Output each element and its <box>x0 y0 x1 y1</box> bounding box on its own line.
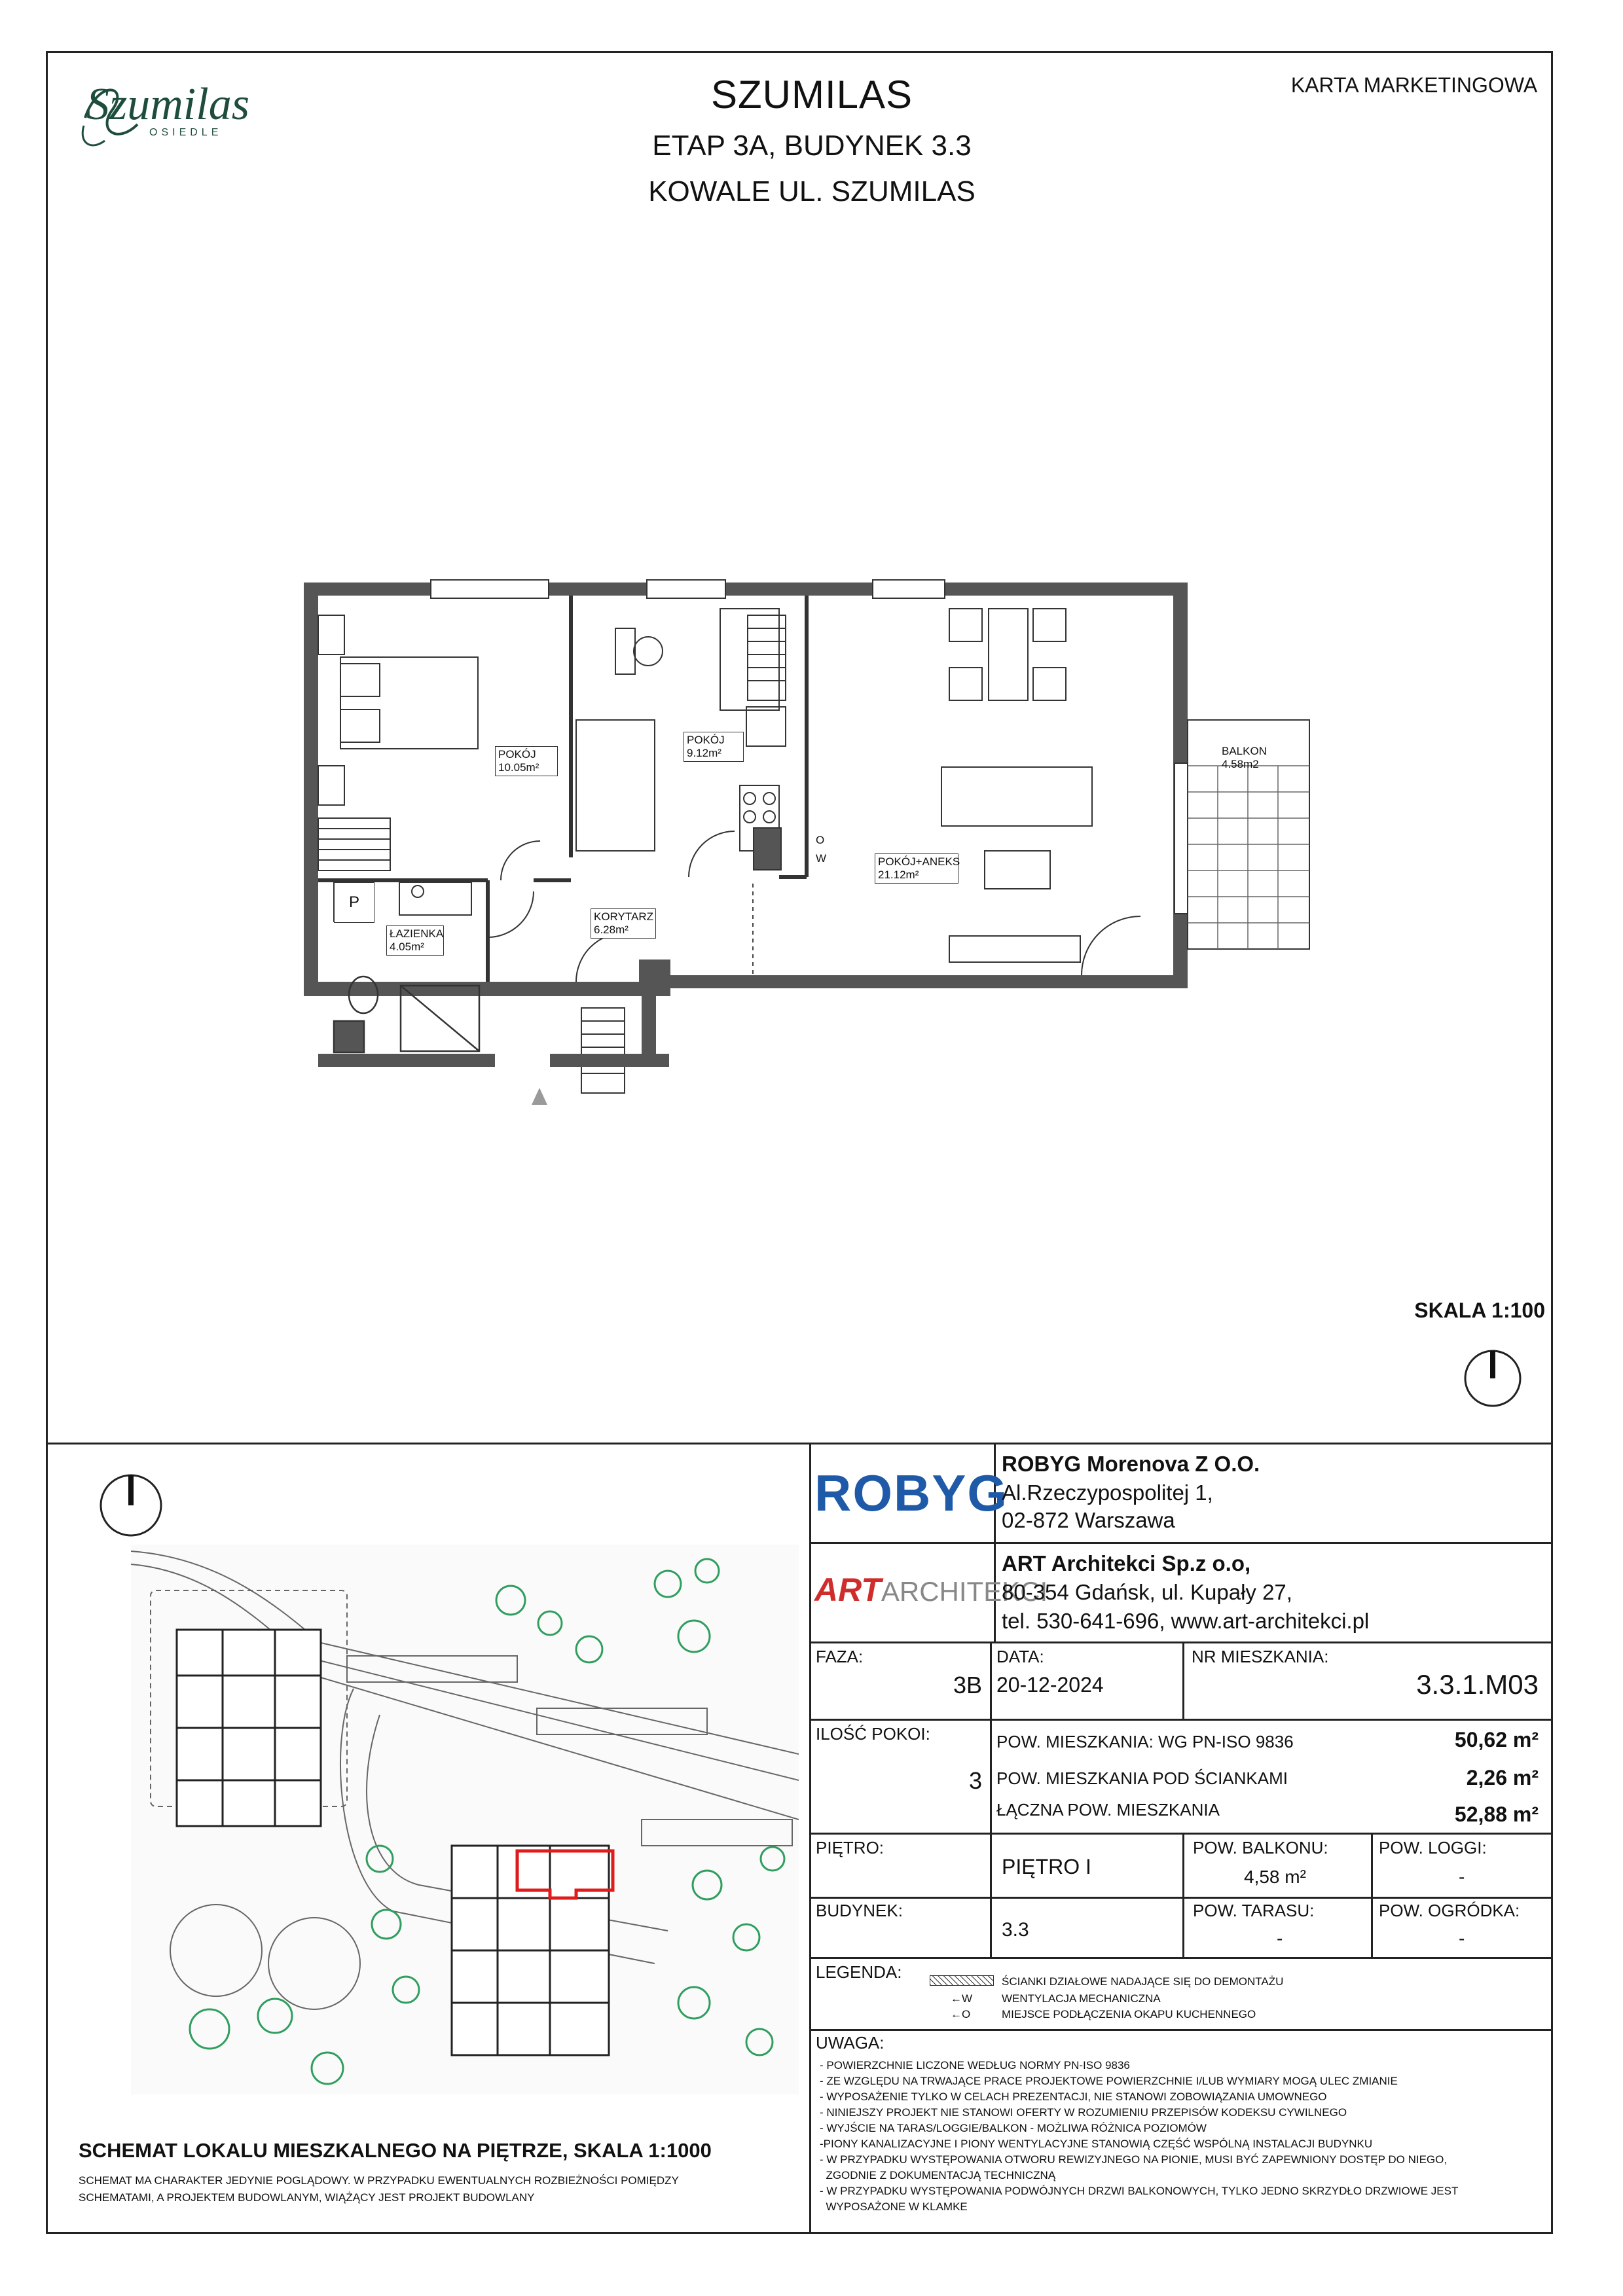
pow-2-label: POW. MIESZKANIA POD ŚCIANKAMI <box>996 1768 1288 1788</box>
lower-walls <box>318 996 669 1067</box>
room-label-pokoj-2: POKÓJ 9.12m² <box>684 732 744 762</box>
logo-sub: OSIEDLE <box>149 127 223 138</box>
site-disclaimer-1: SCHEMAT MA CHARAKTER JEDYNIE POGLĄDOWY. W PRZYPADKU EWENTUALNYCH ROZBIEŻNOŚCI POMIĘDZY <box>79 2174 679 2187</box>
loggia-label: POW. LOGGI: <box>1379 1838 1487 1857</box>
ogrodek-value: - <box>1459 1928 1465 1948</box>
legend-title: LEGENDA: <box>816 1962 902 1982</box>
balkon-value: 4,58 m² <box>1244 1867 1306 1887</box>
card-type: KARTA MARKETINGOWA <box>1290 73 1538 97</box>
loggia-value: - <box>1459 1867 1465 1887</box>
note-item: - ZE WZGLĘDU NA TRWAJĄCE PRACE PROJEKTOWE POWIERZCHNIE I/LUB WYMIARY MOGĄ ULEC ZMIANIE <box>820 2075 1398 2087</box>
room-label-balkon: BALKON 4.58m2 <box>1222 745 1267 770</box>
bottom-vertical-divider <box>809 1443 811 2234</box>
pokoje-value: 3 <box>968 1767 982 1794</box>
room-label-lazienka: ŁAZIENKA 4.05m² <box>386 925 444 956</box>
nr-value: 3.3.1.M03 <box>1416 1669 1539 1700</box>
budynek-value: 3.3 <box>1002 1919 1029 1941</box>
room-label-pokoj-1: POKÓJ 10.05m² <box>495 746 558 776</box>
developer-address-1: Al.Rzeczypospolitej 1, <box>1002 1480 1213 1505</box>
legend-item-2: WENTYLACJA MECHANICZNA <box>1002 1992 1161 2005</box>
pow-3-value: 52,88 m² <box>1454 1803 1539 1826</box>
faza-value: 3B <box>953 1672 982 1698</box>
architect-name: ART Architekci Sp.z o.o, <box>1002 1551 1251 1575</box>
architect-address: 80-354 Gdańsk, ul. Kupały 27, <box>1002 1580 1292 1604</box>
pow-1-value: 50,62 m² <box>1454 1728 1539 1751</box>
legend-hatch-icon <box>930 1975 994 1986</box>
site-plan-title: SCHEMAT LOKALU MIESZKALNEGO NA PIĘTRZE, SKALA 1:1000 <box>79 2139 712 2162</box>
row-rule-5 <box>809 1897 1553 1899</box>
art-logo-red: ART <box>814 1571 881 1608</box>
logo-script: Szumilas <box>86 79 249 130</box>
pokoje-label: ILOŚĆ POKOI: <box>816 1724 930 1744</box>
vent-marker-o: O <box>816 834 825 846</box>
pow-1-label: POW. MIESZKANIA: WG PN-ISO 9836 <box>996 1732 1294 1751</box>
row-rule-3 <box>809 1719 1553 1721</box>
note-item: - W PRZYPADKU WYSTĘPOWANIA PODWÓJNYCH DRZWI BALKONOWYCH, TYLKO JEDNO SKRZYDŁO DRZWIOWE JEST <box>820 2185 1459 2197</box>
ogrodek-label: POW. OGRÓDKA: <box>1379 1901 1520 1920</box>
robyg-logo: ROBYG <box>814 1464 1009 1522</box>
furniture <box>318 609 1092 962</box>
note-item: ZGODNIE Z DOKUMENTACJĄ TECHNICZNĄ <box>820 2169 1056 2181</box>
note-item: - NINIEJSZY PROJEKT NIE STANOWI OFERTY W ROZUMIENIU PRZEPISÓW KODEKSU CYWILNEGO <box>820 2106 1347 2119</box>
art-logo-grey: ARCHITEKCI <box>881 1576 1048 1607</box>
taras-label: POW. TARASU: <box>1193 1901 1315 1920</box>
site-disclaimer-2: SCHEMATAMI, A PROJEKTEM BUDOWLANYM, WIĄŻĄCY JEST PROJEKT BUDOWLANY <box>79 2191 535 2204</box>
row-rule-7 <box>809 2029 1553 2031</box>
bottom-section-divider <box>46 1443 1553 1444</box>
budynek-label: BUDYNEK: <box>816 1901 903 1920</box>
doors <box>488 831 1140 982</box>
site-north-arrow-icon <box>98 1473 164 1541</box>
interior-walls <box>318 596 807 982</box>
stairs <box>318 615 786 1093</box>
szumilas-logo <box>72 65 255 157</box>
vent-shaft-icon <box>753 827 782 870</box>
note-item: -PIONY KANALIZACYJNE I PIONY WENTYLACYJNE STANOWIĄ CZĘŚĆ WSPÓLNĄ INSTALACJI BUDYNKU <box>820 2138 1373 2150</box>
row-rule-2 <box>809 1641 1553 1643</box>
note-item: - WYJŚCIE NA TARAS/LOGGIE/BALKON - MOŻLIWA RÓŻNICA POZIOMÓW <box>820 2122 1207 2134</box>
legend-hood-arrow-icon: ←O <box>951 2008 971 2020</box>
notes-list <box>820 2058 1546 2215</box>
building-left <box>177 1630 321 1826</box>
row-rule-6 <box>809 1957 1553 1959</box>
col-rule-a <box>990 1641 992 1957</box>
nr-label: NR MIESZKANIA: <box>1192 1647 1329 1666</box>
data-label: DATA: <box>996 1647 1044 1666</box>
building-3-3 <box>452 1846 609 2055</box>
architect-contact: tel. 530-641-696, www.art-architekci.pl <box>1002 1609 1370 1633</box>
page-location: KOWALE UL. SZUMILAS <box>648 175 976 207</box>
floor-plan <box>288 569 1336 1119</box>
pow-3-label: ŁĄCZNA POW. MIESZKANIA <box>996 1800 1220 1820</box>
page-title: SZUMILAS <box>710 73 913 117</box>
pietro-label: PIĘTRO: <box>816 1838 884 1857</box>
notes-title: UWAGA: <box>816 2033 884 2053</box>
vent-marker-w: W <box>816 852 827 865</box>
col-rule-c <box>1182 1833 1184 1957</box>
data-value: 20-12-2024 <box>996 1673 1104 1696</box>
developer-address-2: 02-872 Warszawa <box>1002 1508 1175 1532</box>
floor-plan-drawing <box>288 569 1336 1119</box>
developer-name: ROBYG Morenova Z O.O. <box>1002 1452 1260 1476</box>
room-label-pokoj-aneks: POKÓJ+ANEKS 21.12m² <box>875 853 958 884</box>
legend-item-3: MIEJSCE PODŁĄCZENIA OKAPU KUCHENNEGO <box>1002 2008 1256 2020</box>
note-item: WYPOSAŻONE W KLAMKE <box>820 2200 968 2213</box>
col-rule-b <box>1182 1641 1184 1719</box>
legend-vent-arrow-icon: ←W <box>951 1992 973 2005</box>
scale-label: SKALA 1:100 <box>1414 1299 1545 1322</box>
north-arrow-icon <box>1463 1348 1523 1412</box>
taras-value: - <box>1277 1928 1283 1948</box>
faza-label: FAZA: <box>816 1647 864 1666</box>
pietro-value: PIĘTRO I <box>1002 1855 1091 1878</box>
pow-2-value: 2,26 m² <box>1466 1766 1539 1789</box>
row-rule-1 <box>809 1542 1553 1544</box>
page-subtitle: ETAP 3A, BUDYNEK 3.3 <box>652 130 972 162</box>
col-rule-d <box>1371 1833 1373 1957</box>
room-label-korytarz: KORYTARZ 6.28m² <box>591 908 656 939</box>
entrance-arrow-icon <box>532 1088 547 1105</box>
site-plan <box>131 1545 799 2094</box>
note-item: - POWIERZCHNIE LICZONE WEDŁUG NORMY PN-ISO 9836 <box>820 2059 1130 2072</box>
legend-item-1: ŚCIANKI DZIAŁOWE NADAJĄCE SIĘ DO DEMONTAŻU <box>1002 1975 1284 1988</box>
row-rule-4 <box>809 1833 1553 1835</box>
parking-mark: P <box>334 882 374 923</box>
note-item: - W PRZYPADKU WYSTĘPOWANIA OTWORU REWIZYJNEGO NA PIONIE, MUSI BYĆ ZAPEWNIONY DOSTĘP DO NIEGO, <box>820 2153 1448 2166</box>
note-item: - WYPOSAŻENIE TYLKO W CELACH PREZENTACJI, NIE STANOWI ZOBOWIĄZANIA UMOWNEGO <box>820 2090 1327 2103</box>
balkon-label: POW. BALKONU: <box>1193 1838 1328 1857</box>
site-plan-drawing <box>131 1545 799 2094</box>
